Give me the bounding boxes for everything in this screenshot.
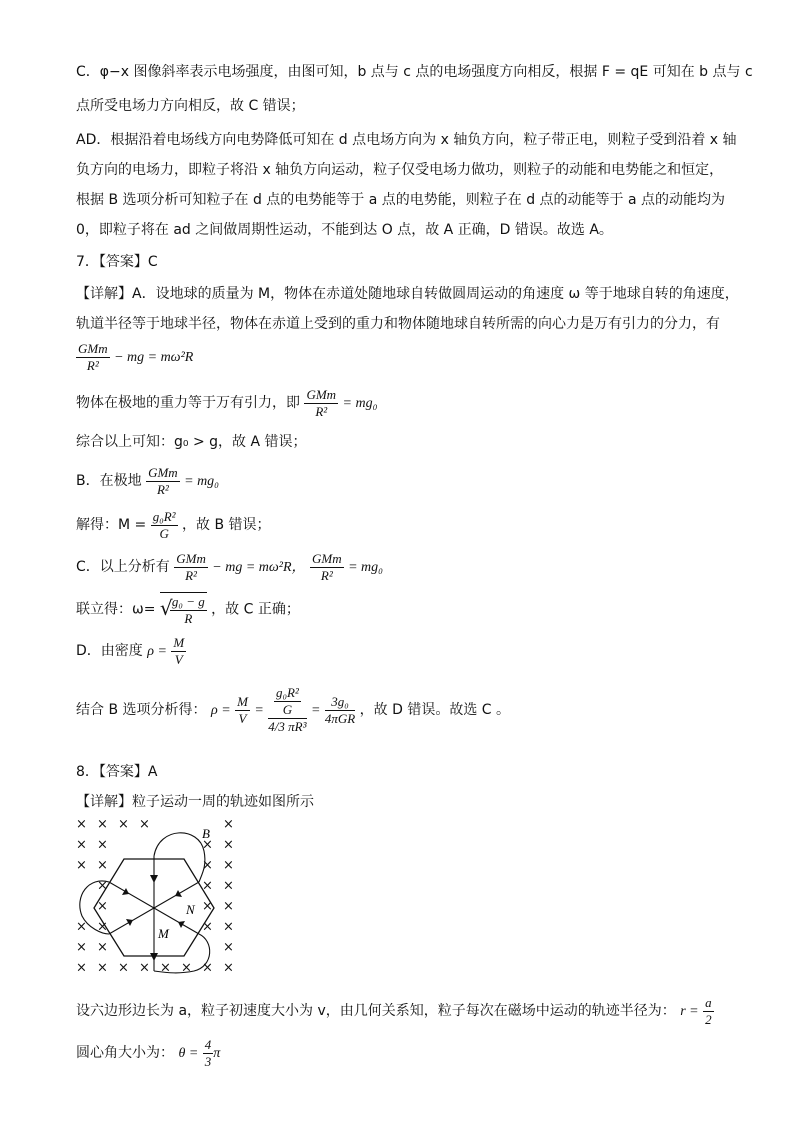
fraction: $\frac{\text{GMm}}{\text{R²}}$ <box>306 386 337 419</box>
field-cross: × <box>97 837 108 853</box>
field-cross: × <box>202 899 213 914</box>
text-line: 【详解】A．设地球的质量为 M，物体在赤道处随地球自转做圆周运动的角速度 ω 等于地球自转的角速度， <box>76 286 739 302</box>
field-cross: × <box>76 940 87 955</box>
equation-line: 物体在极地的重力等于万有引力，即 $\frac{\text{GMm}}{\text{R²}}$ = mg₀ <box>76 386 378 419</box>
field-cross: × <box>202 960 213 976</box>
fraction: $\frac{\text{3g₀}}{\text{4πGR}}$ <box>324 693 356 726</box>
equation-line: C．以上分析有 $\frac{\text{GMm}}{\text{R²}}$ − mg = mω²R， $\frac{\text{GMm}}{\text{R²}}$ = mg₀ <box>76 550 383 583</box>
answer-heading: 8．【答案】A <box>76 764 158 780</box>
equation-line: 圆心角大小为： θ = $\frac{4}{3}$ π <box>76 1036 221 1069</box>
text-line: 负方向的电场力，即粒子将沿 x 轴负方向运动，粒子仅受电场力做功，则粒子的动能和电势能之和恒定， <box>76 162 724 178</box>
equation-line: 联立得：ω= √ $\frac{\text{g₀ − g}}{R}$ ，故 C 正确； <box>76 593 300 626</box>
field-cross: × <box>223 858 234 873</box>
fraction: $\frac{\text{GMm}}{\text{R²}}$ <box>176 550 206 583</box>
field-cross: × <box>202 878 213 894</box>
fraction: $\frac{\text{GMm}}{\text{R²}}$ <box>148 464 178 497</box>
equation-line: B．在极地 $\frac{\text{GMm}}{\text{R²}}$ = mg₀ <box>76 464 220 497</box>
field-cross: × <box>76 837 87 853</box>
square-root: √ $\frac{\text{g₀ − g}}{R}$ <box>159 593 205 626</box>
text-line: 轨道半径等于地球半径，物体在赤道上受到的重力和物体随地球自转所需的向心力是万有引力的分力，有 <box>76 316 720 332</box>
field-cross: × <box>118 817 129 832</box>
field-cross: × <box>76 858 87 873</box>
field-cross: × <box>118 960 129 976</box>
field-cross: × <box>97 858 108 873</box>
equation-line: $\frac{\text{GMm}}{\text{R²}}$ − mg = mω²R <box>78 340 194 373</box>
text-line: 综合以上可知：g₀ > g，故 A 错误； <box>76 434 307 450</box>
fraction: $\frac{a}{2}$ <box>705 994 712 1027</box>
field-cross: × <box>223 919 234 935</box>
fraction: $\frac{\text{g₀R²}}{G}$ <box>152 508 176 541</box>
field-cross: × <box>202 837 213 853</box>
field-cross: × <box>97 817 108 832</box>
field-cross: × <box>97 899 108 914</box>
text-line: 【详解】粒子运动一周的轨迹如图所示 <box>76 794 314 810</box>
answer-heading: 7．【答案】C <box>76 254 158 270</box>
fraction: $\frac{\text{GMm}}{\text{R²}}$ <box>78 340 108 373</box>
field-cross: × <box>97 878 108 894</box>
text-line: 根据 B 选项分析可知粒子在 d 点的电势能等于 a 点的电势能，则粒子在 d 点的动能等于 a 点的动能均为 <box>76 192 726 208</box>
field-cross: × <box>139 817 150 832</box>
field-cross: × <box>223 960 234 976</box>
field-cross: × <box>97 960 108 976</box>
field-cross: × <box>76 919 87 935</box>
field-cross: × <box>76 960 87 976</box>
field-cross: × <box>223 878 234 894</box>
field-cross: × <box>97 919 108 935</box>
fraction: $\frac{M}{V}$ <box>237 693 248 726</box>
label-M: M <box>158 926 169 941</box>
field-cross: × <box>181 960 192 976</box>
text-line: 点所受电场力方向相反，故 C 错误； <box>76 98 305 114</box>
equation-line: D．由密度 ρ = $\frac{M}{V}$ <box>76 634 185 667</box>
field-cross: × <box>76 817 87 832</box>
field-cross: × <box>139 960 150 976</box>
text-line: 0，即粒子将在 ad 之间做周期性运动，不能到达 O 点，故 A 正确，D 错误。故选 A。 <box>76 222 613 238</box>
label-N: N <box>186 902 195 917</box>
field-cross: × <box>97 940 108 955</box>
compound-fraction: $\frac{\frac{\text{g₀R²}}{G}}{\text{4/3 πR³}}$ <box>268 685 307 734</box>
label-B: B <box>202 826 210 841</box>
fraction: $\frac{M}{V}$ <box>173 634 185 667</box>
fraction: $\frac{\text{GMm}}{\text{R²}}$ <box>312 550 342 583</box>
field-cross: × <box>202 858 213 873</box>
field-cross: × <box>223 899 234 914</box>
field-cross: × <box>223 837 234 853</box>
field-cross: × <box>202 919 213 935</box>
field-cross: × <box>223 940 234 955</box>
equation-line: 结合 B 选项分析得： ρ = $\frac{M}{V}$ = $\frac{\frac{\text{g₀R²}}{G}}{\text{4/3 πR³}}$ = $\frac{\text{3g₀}}{\text{4πGR}}$ ，故 D 错误。故选 C 。 <box>76 685 511 734</box>
equation-line: 解得：M = $\frac{\text{g₀R²}}{G}$ ，故 B 错误； <box>76 508 271 541</box>
field-cross: × <box>223 817 234 832</box>
equation-line: 设六边形边长为 a，粒子初速度大小为 v，由几何关系知，粒子每次在磁场中运动的轨迹半径为： r = $\frac{a}{2}$ <box>76 994 712 1027</box>
text-line: AD．根据沿着电场线方向电势降低可知在 d 点电场方向为 x 轴负方向，粒子带正电，则粒子受到沿着 x 轴 <box>76 132 737 148</box>
fraction: $\frac{4}{3}$ <box>204 1036 212 1069</box>
trajectory-diagram <box>74 816 244 982</box>
field-cross: × <box>160 960 171 976</box>
text-line: C．φ−x 图像斜率表示电场强度，由图可知，b 点与 c 点的电场强度方向相反，根据 F = qE 可知在 b 点与 c <box>76 64 753 80</box>
